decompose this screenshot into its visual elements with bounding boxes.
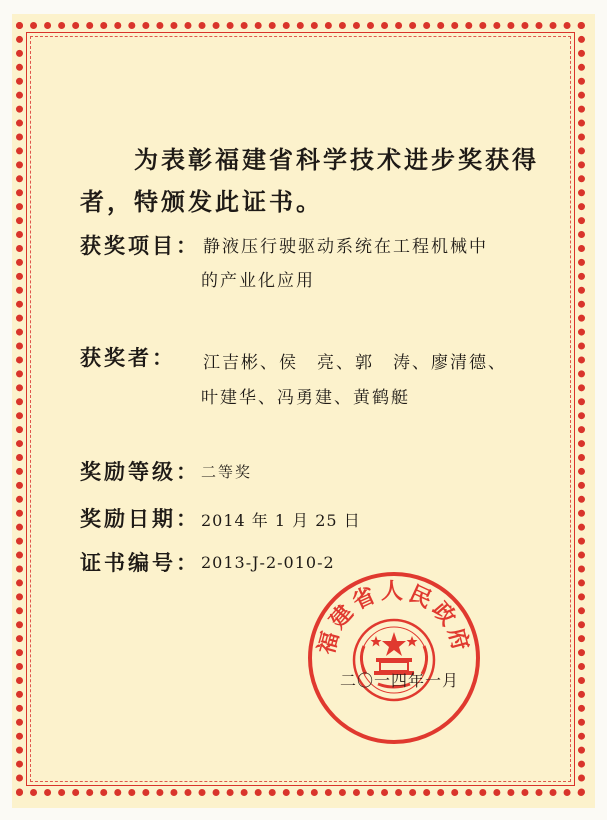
award-level-label: 奖励等级： xyxy=(80,459,200,484)
certificate-number-label: 证书编号： xyxy=(80,550,200,575)
award-date-label: 奖励日期： xyxy=(80,506,200,531)
project-label: 获奖项目： xyxy=(80,233,200,258)
issue-date: 二〇一四年一月 xyxy=(340,671,460,690)
project-value-line-2: 的产业化应用 xyxy=(201,271,315,291)
award-date-value: 2014 年 1 月 25 日 xyxy=(201,511,361,530)
winners-label: 获奖者： xyxy=(80,345,176,370)
intro-line-1: 为表彰福建省科学技术进步奖获得 xyxy=(134,145,539,174)
intro-line-2: 者，特颁发此证书。 xyxy=(80,187,323,216)
official-seal xyxy=(304,568,484,748)
certificate-number-value: 2013-J-2-010-2 xyxy=(201,553,335,572)
winners-value-line-1: 江吉彬、侯 亮、郭 涛、廖清德、 xyxy=(203,353,507,373)
seal-text: 福建省人民政府 xyxy=(314,579,474,658)
award-level-value: 二等奖 xyxy=(201,463,253,481)
project-value-line-1: 静液压行驶驱动系统在工程机械中 xyxy=(203,237,488,257)
winners-value-line-2: 叶建华、冯勇建、黄鹤艇 xyxy=(201,388,410,408)
